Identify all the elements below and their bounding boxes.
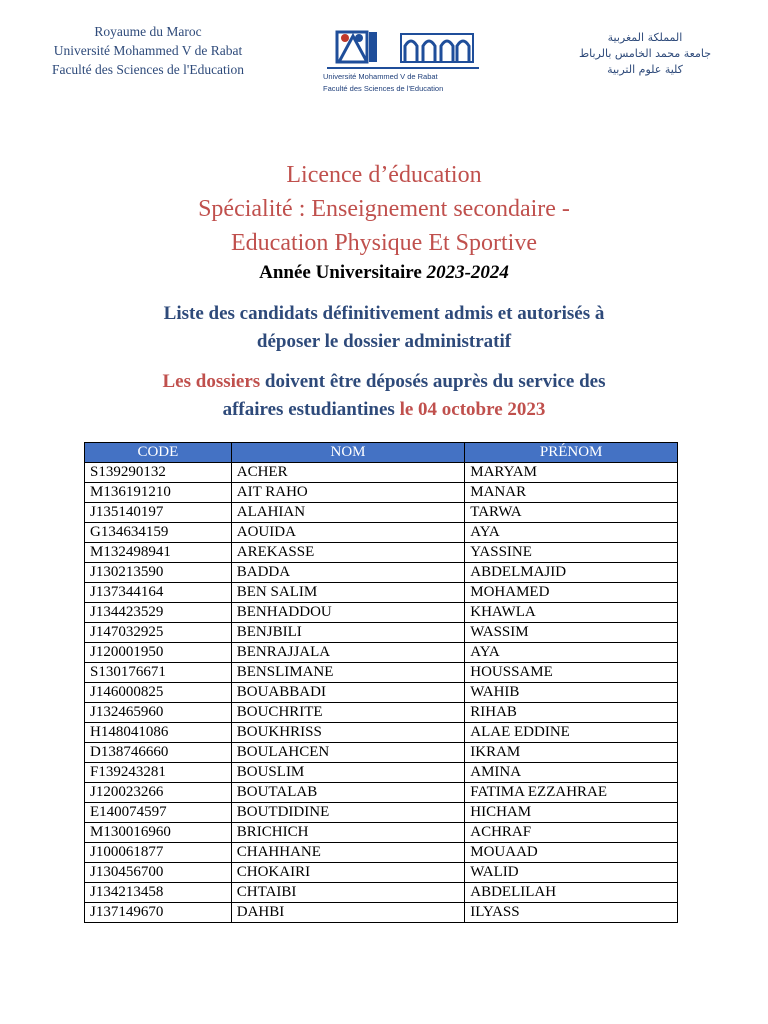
academic-year-value: 2023-2024 (426, 262, 509, 283)
table-header-row (85, 443, 678, 463)
cell-code: H148041086 (85, 723, 232, 743)
academic-year-label: Année Universitaire (259, 262, 427, 283)
cell-prenom: ABDELILAH (465, 883, 678, 903)
table-row (85, 723, 678, 743)
cell-nom: BOUCHRITE (231, 703, 464, 723)
subtitle-line-2: déposer le dossier administratif (256, 331, 512, 352)
header-right-line: جامعة محمد الخامس بالرباط (578, 47, 712, 60)
logo-emblem-icon (323, 24, 483, 72)
column-header-prenom: PRÉNOM (465, 443, 678, 463)
cell-prenom: ACHRAF (465, 823, 678, 843)
cell-prenom: KHAWLA (465, 603, 678, 623)
cell-code: J132465960 (85, 703, 232, 723)
cell-prenom: AYA (465, 643, 678, 663)
cell-nom: BOUTALAB (231, 783, 464, 803)
table-row (85, 463, 678, 483)
table-row (85, 863, 678, 883)
notice-part-4: le 04 octobre 2023 (394, 399, 546, 420)
table-row (85, 743, 678, 763)
cell-code: J137149670 (85, 903, 232, 923)
table-body (85, 463, 678, 923)
document-titles (0, 158, 768, 424)
table-row (85, 703, 678, 723)
cell-prenom: AMINA (465, 763, 678, 783)
table-row (85, 763, 678, 783)
table-row (85, 583, 678, 603)
logo-caption-university: Université Mohammed V de Rabat (323, 72, 438, 81)
cell-prenom: HOUSSAME (465, 663, 678, 683)
table-row (85, 503, 678, 523)
cell-nom: DAHBI (231, 903, 464, 923)
notice-line-1 (0, 368, 768, 396)
header-left-block (28, 22, 268, 79)
table-row (85, 623, 678, 643)
cell-prenom: MANAR (465, 483, 678, 503)
cell-prenom: WAHIB (465, 683, 678, 703)
cell-code: J134213458 (85, 883, 232, 903)
table-row (85, 483, 678, 503)
cell-code: G134634159 (85, 523, 232, 543)
header-right-block (560, 30, 730, 78)
cell-prenom: AYA (465, 523, 678, 543)
cell-nom: BOULAHCEN (231, 743, 464, 763)
title-line-1: Licence d’éducation (286, 162, 482, 188)
cell-code: D138746660 (85, 743, 232, 763)
cell-nom: BOUKHRISS (231, 723, 464, 743)
cell-nom: BENSLIMANE (231, 663, 464, 683)
table-row (85, 883, 678, 903)
cell-code: M130016960 (85, 823, 232, 843)
table-row (85, 663, 678, 683)
cell-code: S139290132 (85, 463, 232, 483)
cell-nom: BENHADDOU (231, 603, 464, 623)
column-header-nom: NOM (231, 443, 464, 463)
cell-nom: ALAHIAN (231, 503, 464, 523)
table-row (85, 523, 678, 543)
table-row (85, 823, 678, 843)
cell-prenom: IKRAM (465, 743, 678, 763)
header-left-line: Université Mohammed V de Rabat (53, 43, 243, 58)
cell-nom: ACHER (231, 463, 464, 483)
table-row (85, 803, 678, 823)
cell-prenom: ALAE EDDINE (465, 723, 678, 743)
cell-code: F139243281 (85, 763, 232, 783)
cell-code: J137344164 (85, 583, 232, 603)
cell-code: S130176671 (85, 663, 232, 683)
cell-nom: CHOKAIRI (231, 863, 464, 883)
cell-nom: AOUIDA (231, 523, 464, 543)
cell-nom: BENJBILI (231, 623, 464, 643)
cell-code: J147032925 (85, 623, 232, 643)
table-row (85, 843, 678, 863)
cell-prenom: MOHAMED (465, 583, 678, 603)
cell-prenom: YASSINE (465, 543, 678, 563)
cell-nom: BOUTDIDINE (231, 803, 464, 823)
cell-nom: AREKASSE (231, 543, 464, 563)
cell-prenom: ABDELMAJID (465, 563, 678, 583)
candidates-table (84, 442, 678, 923)
cell-code: J135140197 (85, 503, 232, 523)
cell-code: J100061877 (85, 843, 232, 863)
cell-prenom: WASSIM (465, 623, 678, 643)
cell-code: J134423529 (85, 603, 232, 623)
university-logo (323, 24, 483, 100)
logo-caption-faculty: Faculté des Sciences de l'Education (323, 84, 444, 93)
header-left-line: Royaume du Maroc (94, 24, 202, 39)
notice-part-2: doivent être déposés auprès du service des (260, 371, 606, 392)
subtitle-line-1: Liste des candidats définitivement admis et autorisés à (163, 303, 605, 324)
table-row (85, 563, 678, 583)
cell-prenom: ILYASS (465, 903, 678, 923)
notice-part-3: affaires estudiantines (222, 399, 395, 420)
cell-prenom: RIHAB (465, 703, 678, 723)
table-row (85, 683, 678, 703)
cell-nom: CHAHHANE (231, 843, 464, 863)
cell-nom: BEN SALIM (231, 583, 464, 603)
table-row (85, 783, 678, 803)
title-line-3: Education Physique Et Sportive (231, 230, 537, 256)
title-line-2: Spécialité : Enseignement secondaire - (198, 196, 570, 222)
table-row (85, 543, 678, 563)
cell-prenom: FATIMA EZZAHRAE (465, 783, 678, 803)
cell-prenom: MARYAM (465, 463, 678, 483)
notice-line-2 (0, 396, 768, 424)
column-header-code: CODE (85, 443, 232, 463)
cell-nom: BENRAJJALA (231, 643, 464, 663)
cell-code: M136191210 (85, 483, 232, 503)
cell-code: J120023266 (85, 783, 232, 803)
cell-code: E140074597 (85, 803, 232, 823)
header-left-line: Faculté des Sciences de l'Education (51, 62, 245, 77)
cell-prenom: HICHAM (465, 803, 678, 823)
cell-nom: BRICHICH (231, 823, 464, 843)
cell-nom: BOUSLIM (231, 763, 464, 783)
academic-year (0, 260, 768, 286)
cell-code: J146000825 (85, 683, 232, 703)
cell-nom: BOUABBADI (231, 683, 464, 703)
table-row (85, 643, 678, 663)
cell-code: J120001950 (85, 643, 232, 663)
cell-prenom: TARWA (465, 503, 678, 523)
header-right-line: المملكة المغربية (607, 31, 683, 44)
table-row (85, 903, 678, 923)
table-row (85, 603, 678, 623)
cell-nom: BADDA (231, 563, 464, 583)
notice-part-1: Les dossiers (162, 371, 261, 392)
cell-code: J130456700 (85, 863, 232, 883)
cell-nom: CHTAIBI (231, 883, 464, 903)
header-right-line: كلية علوم التربية (607, 63, 683, 76)
cell-code: M132498941 (85, 543, 232, 563)
cell-prenom: MOUAAD (465, 843, 678, 863)
cell-code: J130213590 (85, 563, 232, 583)
cell-nom: AIT RAHO (231, 483, 464, 503)
cell-prenom: WALID (465, 863, 678, 883)
